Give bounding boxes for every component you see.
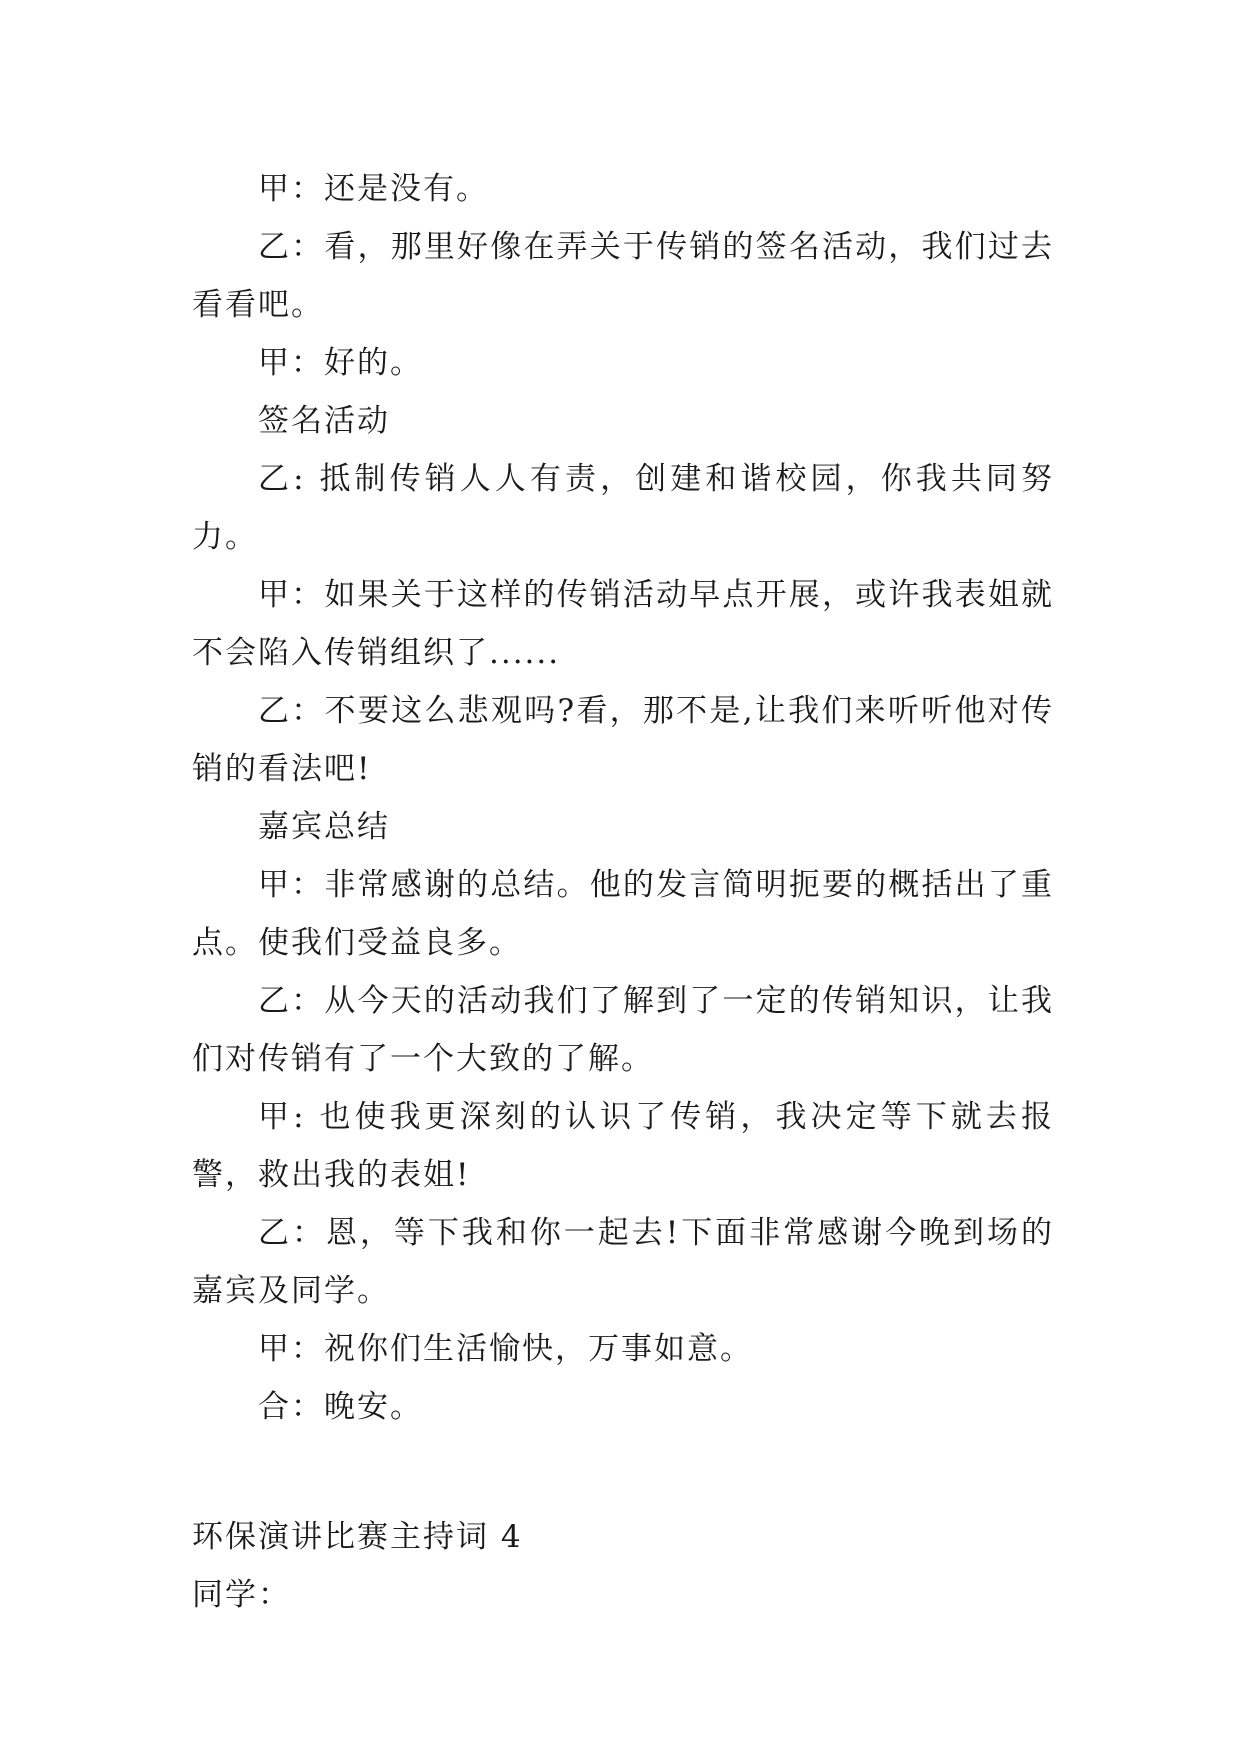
paragraph: 乙：看，那里好像在弄关于传销的签名活动，我们过去看看吧。	[192, 229, 1054, 323]
paragraph: 乙：恩，等下我和你一起去!下面非常感谢今晚到场的嘉宾及同学。	[192, 1215, 1054, 1309]
segment-heading: 签名活动	[258, 403, 390, 439]
paragraph: 甲：好的。	[258, 345, 423, 381]
paragraph: 甲: 也使我更深刻的认识了传销，我决定等下就去报警，救出我的表姐!	[192, 1099, 1054, 1193]
segment-heading: 嘉宾总结	[258, 809, 390, 845]
paragraph: 甲：如果关于这样的传销活动早点开展，或许我表姐就不会陷入传销组织了......	[192, 577, 1054, 671]
paragraph: 合：晚安。	[258, 1389, 423, 1425]
document-body	[192, 160, 1054, 1624]
paragraph: 甲：祝你们生活愉快，万事如意。	[258, 1331, 753, 1367]
paragraph: 乙：不要这么悲观吗?看，那不是,让我们来听听他对传销的看法吧!	[192, 693, 1054, 787]
paragraph: 甲：非常感谢的总结。他的发言简明扼要的概括出了重点。使我们受益良多。	[192, 867, 1054, 961]
section-title: 环保演讲比赛主持词 4	[192, 1519, 523, 1555]
paragraph: 乙: 抵制传销人人有责，创建和谐校园，你我共同努力。	[192, 461, 1054, 555]
salutation: 同学：	[192, 1577, 291, 1613]
paragraph: 甲：还是没有。	[258, 171, 489, 207]
paragraph: 乙：从今天的活动我们了解到了一定的传销知识，让我们对传销有了一个大致的了解。	[192, 983, 1054, 1077]
